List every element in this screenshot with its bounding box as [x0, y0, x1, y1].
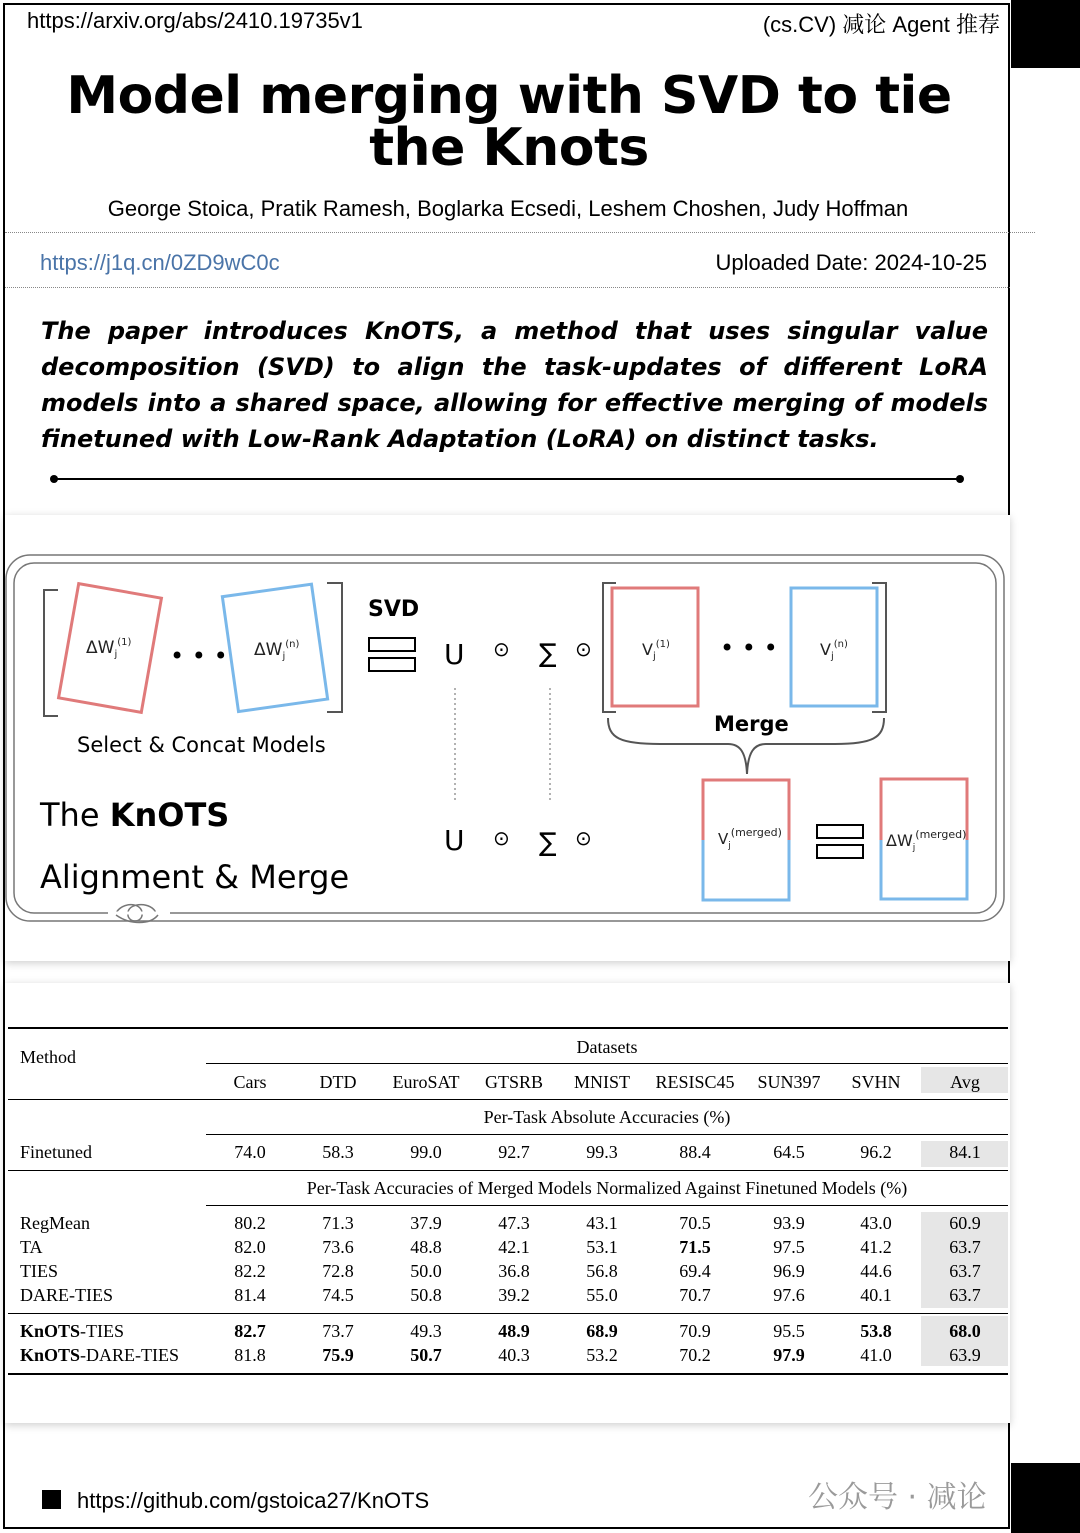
table-cell: 48.8	[410, 1237, 442, 1257]
table-cell: 63.7	[949, 1261, 981, 1281]
odot-symbol: ⊙	[575, 637, 592, 661]
table-cell: 41.2	[860, 1237, 892, 1257]
v-ellipsis: • • •	[720, 634, 778, 662]
section-header: Per-Task Accuracies of Merged Models Normalized Against Finetuned Models (%)	[306, 1178, 908, 1198]
row-label: DARE-TIES	[20, 1285, 113, 1305]
column-header: SVHN	[851, 1072, 901, 1092]
table-cell: 97.5	[773, 1237, 805, 1257]
table-cell: 68.9	[586, 1321, 618, 1341]
arxiv-link[interactable]: https://arxiv.org/abs/2410.19735v1	[27, 8, 363, 33]
alignment-merge-label: Alignment & Merge	[40, 858, 350, 896]
table-rule	[8, 1099, 1008, 1100]
table-cell: 49.3	[410, 1321, 442, 1341]
table-rule	[206, 1063, 1008, 1064]
table-cell: 60.9	[949, 1213, 981, 1233]
table-cell: 69.4	[679, 1261, 711, 1281]
table-cell: 74.0	[234, 1142, 266, 1162]
table-cell: 81.8	[234, 1345, 266, 1365]
table-cell: 97.6	[773, 1285, 805, 1305]
method-header: Method	[20, 1047, 76, 1067]
table-cell: 50.7	[410, 1345, 442, 1365]
table-cell: 96.2	[860, 1142, 892, 1162]
v-merged-matrix	[703, 780, 789, 900]
table-cell: 50.0	[410, 1261, 442, 1281]
sigma-symbol-bottom: ∑	[539, 828, 557, 858]
paper-title: Model merging with SVD to tie the Knots	[66, 66, 952, 178]
table-cell: 71.5	[679, 1237, 711, 1257]
column-header: DTD	[319, 1072, 357, 1092]
table-cell: 70.9	[679, 1321, 711, 1341]
table-cell: 80.2	[234, 1213, 266, 1233]
table-cell: 40.1	[860, 1285, 892, 1305]
table-rule	[206, 1205, 1008, 1206]
row-label: TA	[20, 1237, 43, 1257]
table-cell: 58.3	[322, 1142, 354, 1162]
paper-authors: George Stoica, Pratik Ramesh, Boglarka Ecsedi, Leshem Choshen, Judy Hoffman	[107, 196, 909, 221]
table-cell: 63.9	[949, 1345, 981, 1365]
table-cell: 70.7	[679, 1285, 711, 1305]
table-rule	[8, 1170, 1008, 1171]
table-cell: 37.9	[410, 1213, 442, 1233]
table-cell: 53.1	[586, 1237, 618, 1257]
table-cell: 48.9	[498, 1321, 530, 1341]
column-header: Cars	[233, 1072, 267, 1092]
table-cell: 84.1	[949, 1142, 981, 1162]
table-cell: 63.7	[949, 1285, 981, 1305]
table-cell: 82.0	[234, 1237, 266, 1257]
upload-date: Uploaded Date: 2024-10-25	[715, 250, 987, 275]
table-cell: 68.0	[949, 1321, 981, 1341]
table-cell: 97.9	[773, 1345, 805, 1365]
equals-bar-top	[369, 638, 415, 651]
v-merged-label: $V_j^{(merged)}$	[718, 826, 782, 851]
table-cell: 64.5	[773, 1142, 805, 1162]
table-cell: 81.4	[234, 1285, 266, 1305]
odot-symbol: ⊙	[493, 826, 510, 850]
table-cell: 55.0	[586, 1285, 618, 1305]
row-label: RegMean	[20, 1213, 90, 1233]
table-cell: 43.0	[860, 1213, 892, 1233]
github-link[interactable]: https://github.com/gstoica27/KnOTS	[77, 1488, 430, 1513]
table-cell: 63.7	[949, 1237, 981, 1257]
table-cell: 50.8	[410, 1285, 442, 1305]
category-label: (cs.CV) 减论 Agent 推荐	[762, 12, 1000, 37]
row-label: KnOTS-DARE-TIES	[20, 1345, 180, 1365]
row-label: Finetuned	[20, 1142, 92, 1162]
equals-bar-bottom	[817, 845, 863, 858]
svd-label: SVD	[368, 597, 420, 622]
sigma-symbol: ∑	[539, 639, 557, 669]
table-rule	[206, 1134, 1008, 1135]
section-header: Per-Task Absolute Accuracies (%)	[483, 1107, 731, 1127]
merge-label: Merge	[714, 712, 789, 736]
delta-w-merged-label: $\Delta W_j^{(merged)}$	[886, 828, 967, 853]
table-cell: 44.6	[860, 1261, 892, 1281]
table-cell: 36.8	[498, 1261, 530, 1281]
select-concat-label: Select & Concat Models	[77, 733, 326, 757]
table-cell: 99.3	[586, 1142, 618, 1162]
row-label: TIES	[20, 1261, 58, 1281]
table-cell: 73.7	[322, 1321, 354, 1341]
table-cell: 72.8	[322, 1261, 354, 1281]
models-ellipsis: • • •	[170, 642, 228, 670]
table-cell: 96.9	[773, 1261, 805, 1281]
table-cell: 70.2	[679, 1345, 711, 1365]
select-bracket-left	[44, 590, 58, 716]
row-label: KnOTS-TIES	[20, 1321, 125, 1341]
footer-bullet-icon	[42, 1490, 61, 1509]
knot-icon	[108, 905, 170, 923]
table-cell: 56.8	[586, 1261, 618, 1281]
datasets-header: Datasets	[576, 1037, 638, 1057]
u-symbol-bottom: U	[444, 824, 465, 857]
table-cell: 95.5	[773, 1321, 805, 1341]
wechat-watermark: 公众号 · 减论	[808, 1480, 987, 1515]
vn-label: $V_j^{(n)}$	[820, 639, 848, 662]
table-rule	[8, 1373, 1008, 1375]
table-cell: 40.3	[498, 1345, 530, 1365]
table-cell: 39.2	[498, 1285, 530, 1305]
table-rule	[8, 1313, 1008, 1314]
column-header: EuroSAT	[392, 1072, 460, 1092]
table-cell: 53.2	[586, 1345, 618, 1365]
table-cell: 82.7	[234, 1321, 266, 1341]
column-header: Avg	[950, 1072, 980, 1092]
delta-w1-label: $\Delta W_j^{(1)}$	[86, 637, 132, 660]
table-cell: 74.5	[322, 1285, 354, 1305]
table-cell: 42.1	[498, 1237, 530, 1257]
delta-wn-label: $\Delta W_j^{(n)}$	[254, 639, 300, 662]
column-header: MNIST	[573, 1072, 631, 1092]
table-cell: 75.9	[322, 1345, 354, 1365]
table-cell: 73.6	[322, 1237, 354, 1257]
paper-summary: The paper introduces KnOTS, a method that uses singular value decomposition (SVD) to align the task-updates of different LoRA models into a shared space, allowing for effective merging of models finetuned with Low-Rank Adaptation (LoRA) on distinct tasks.	[41, 317, 988, 453]
table-cell: 43.1	[586, 1213, 618, 1233]
odot-symbol: ⊙	[493, 637, 510, 661]
equals-bar-bottom	[369, 658, 415, 671]
v1-label: $V_j^{(1)}$	[642, 639, 670, 662]
table-cell: 53.8	[860, 1321, 892, 1341]
u-symbol: U	[444, 638, 465, 671]
table-cell: 41.0	[860, 1345, 892, 1365]
odot-symbol: ⊙	[575, 826, 592, 850]
table-cell: 47.3	[498, 1213, 530, 1233]
table-cell: 88.4	[679, 1142, 711, 1162]
table-cell: 70.5	[679, 1213, 711, 1233]
table-cell: 92.7	[498, 1142, 530, 1162]
table-cell: 93.9	[773, 1213, 805, 1233]
column-header: RESISC45	[655, 1072, 735, 1092]
table-cell: 71.3	[322, 1213, 354, 1233]
table-cell: 99.0	[410, 1142, 442, 1162]
table-rule	[8, 1027, 1008, 1029]
table-cell: 82.2	[234, 1261, 266, 1281]
short-link[interactable]: https://j1q.cn/0ZD9wC0c	[40, 250, 280, 275]
equals-bar-top	[817, 825, 863, 838]
column-header: SUN397	[757, 1072, 821, 1092]
select-bracket-right	[327, 583, 342, 712]
column-header: GTSRB	[484, 1072, 544, 1092]
the-knots-label: The KnOTS	[40, 796, 230, 834]
